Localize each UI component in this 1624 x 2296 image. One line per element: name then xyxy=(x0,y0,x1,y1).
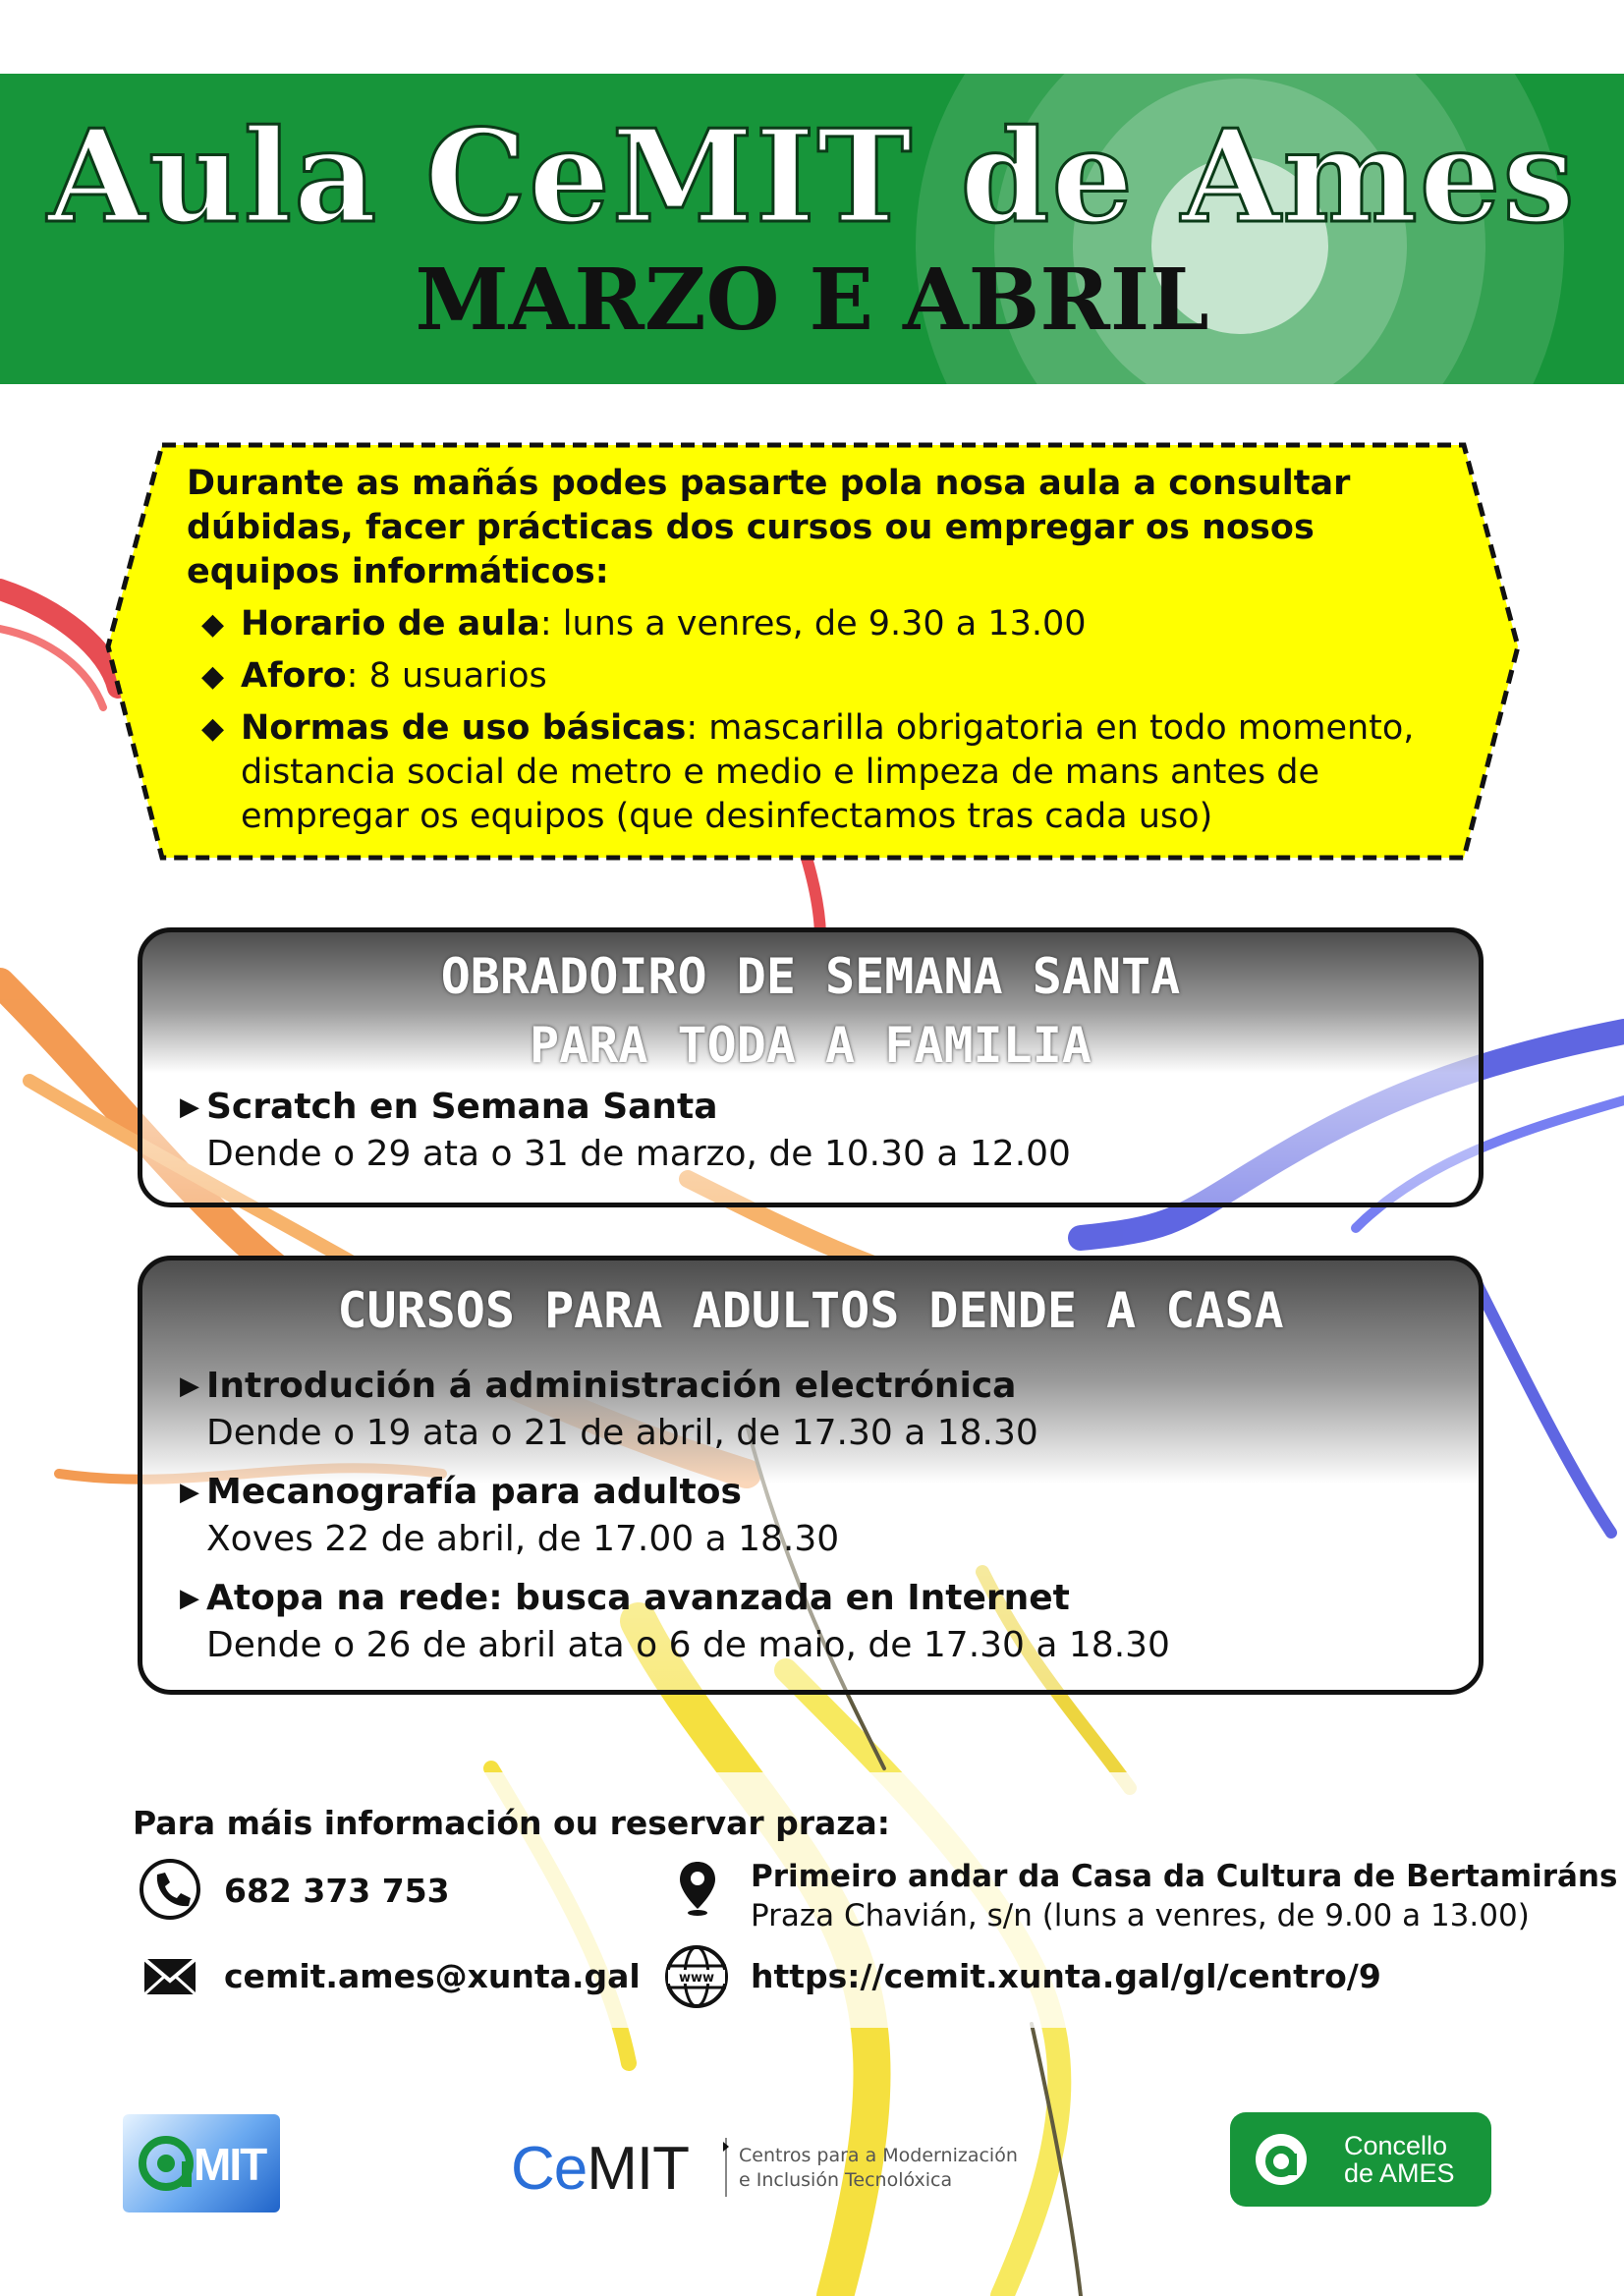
website-link[interactable]: https://cemit.xunta.gal/gl/centro/9 xyxy=(751,1957,1381,1995)
course-item xyxy=(142,1084,1479,1178)
workshop-title-line1: OBRADOIRO DE SEMANA SANTA xyxy=(440,948,1181,1005)
concello-a-icon xyxy=(1252,2130,1311,2189)
logo-right-text xyxy=(1344,2132,1455,2187)
course-item xyxy=(142,1469,1479,1563)
logo-tagline xyxy=(739,2144,1018,2193)
address-line1: Primeiro andar da Casa da Cultura de Bertamiráns xyxy=(751,1859,1618,1894)
address xyxy=(751,1857,1617,1935)
aula-intro: Durante as mañás podes pasarte pola nosa aula a consultar dúbidas, facer prácticas dos cursos ou empregar os nosos equipos informáticos: xyxy=(187,464,1351,591)
cemit-aula-logo xyxy=(123,2114,280,2212)
cemit-a-icon xyxy=(137,2134,196,2193)
phone-icon xyxy=(138,1857,202,1922)
course-schedule: Dende o 29 ata o 31 de marzo, de 10.30 a 12.00 xyxy=(206,1134,1071,1174)
page-title: Aula CeMIT de Ames xyxy=(47,101,1577,252)
course-item xyxy=(142,1575,1479,1669)
course-name: Atopa na rede: busca avanzada en Internet xyxy=(206,1578,1070,1618)
bullet-label: Normas de uso básicas xyxy=(241,708,687,748)
diamond-bullet-icon: ◆ xyxy=(201,659,225,694)
logo-center-brand: CeMIT xyxy=(511,2135,690,2203)
cemit-brand-logo xyxy=(511,2130,1022,2218)
course-name: Scratch en Semana Santa xyxy=(206,1087,718,1127)
logo-left-text: MIT xyxy=(194,2139,266,2190)
logo-tagline-2: e Inclusión Tecnolóxica xyxy=(739,2169,953,2191)
triangle-bullet-icon: ▶ xyxy=(180,1478,199,1507)
triangle-bullet-icon: ▶ xyxy=(180,1584,199,1613)
adult-courses-title: CURSOS PARA ADULTOS DENDE A CASA xyxy=(337,1282,1284,1339)
logo-tagline-1: Centros para a Modernización xyxy=(739,2145,1018,2166)
diamond-bullet-icon: ◆ xyxy=(201,607,225,642)
page-subtitle: MARZO E ABRIL xyxy=(415,251,1209,350)
logo-right-line1: Concello xyxy=(1344,2131,1448,2160)
bullet-label: Horario de aula xyxy=(241,604,540,644)
header-banner xyxy=(0,74,1624,384)
bullet-label: Aforo xyxy=(241,656,347,696)
logo-arrow-icon xyxy=(723,2142,729,2152)
logo-right-line2: de AMES xyxy=(1344,2158,1455,2188)
course-name: Mecanografía para adultos xyxy=(206,1472,742,1512)
globe-www-icon xyxy=(664,1944,729,2009)
phone-number[interactable]: 682 373 753 xyxy=(224,1872,450,1910)
course-schedule: Dende o 19 ata o 21 de abril, de 17.30 a 18.30 xyxy=(206,1413,1038,1453)
course-schedule: Xoves 22 de abril, de 17.00 a 18.30 xyxy=(206,1519,840,1559)
triangle-bullet-icon: ▶ xyxy=(180,1092,199,1122)
svg-text:www: www xyxy=(678,1971,715,1986)
concello-ames-logo xyxy=(1230,2112,1491,2207)
aula-info-text xyxy=(187,462,1464,839)
location-pin-icon xyxy=(678,1860,717,1917)
aula-bullet-rules xyxy=(187,706,1464,839)
bullet-text: : 8 usuarios xyxy=(346,656,547,696)
bullet-text: : mascarilla obrigatoria en todo momento, distancia social de metro e medio e limpeza de mans antes de empregar os equipos (que desinfectamos tras cada uso) xyxy=(241,708,1415,836)
course-schedule: Dende o 26 de abril ata o 6 de maio, de 17.30 a 18.30 xyxy=(206,1625,1170,1665)
aula-bullet-hours xyxy=(187,602,1464,646)
address-line2: Praza Chavián, s/n (luns a venres, de 9.00 a 13.00) xyxy=(751,1898,1530,1933)
workshop-title-line2: PARA TODA A FAMILIA xyxy=(530,1017,1092,1074)
triangle-bullet-icon: ▶ xyxy=(180,1372,199,1401)
course-item xyxy=(142,1363,1479,1457)
aula-bullet-capacity xyxy=(187,654,1464,699)
course-name: Introdución á administración electrónica xyxy=(206,1366,1017,1406)
email-icon xyxy=(142,1955,197,1998)
workshop-card xyxy=(138,927,1484,1207)
email-address[interactable]: cemit.ames@xunta.gal xyxy=(224,1957,641,1995)
contact-title: Para máis información ou reservar praza: xyxy=(133,1804,890,1842)
bullet-text: : luns a venres, de 9.30 a 13.00 xyxy=(539,604,1087,644)
diamond-bullet-icon: ◆ xyxy=(201,711,225,746)
adult-courses-card xyxy=(138,1256,1484,1695)
